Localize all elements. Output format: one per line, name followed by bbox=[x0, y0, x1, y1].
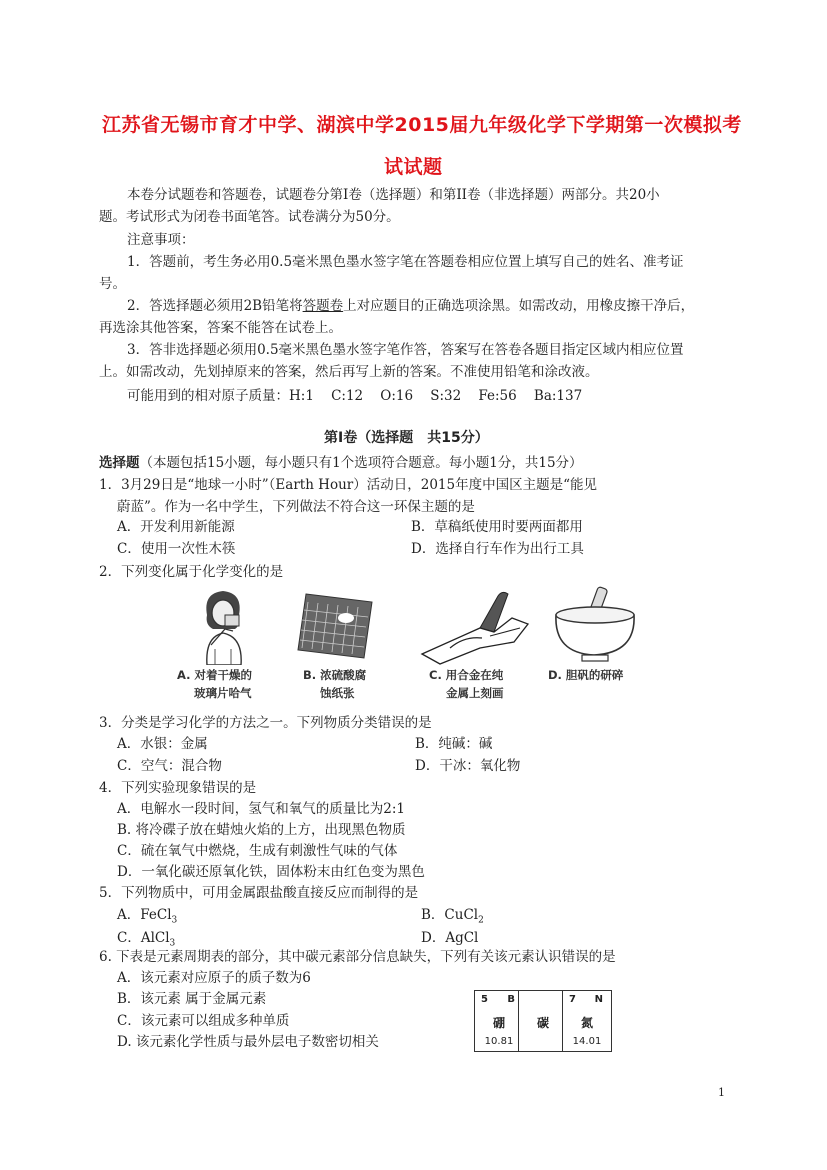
note-1b: 号。 bbox=[99, 276, 126, 292]
section1-heading: 第Ⅰ卷（选择题 共15分） bbox=[324, 430, 489, 446]
element-tile-boron bbox=[474, 990, 524, 1052]
tile-number: 7 bbox=[569, 994, 576, 1005]
q6-option-b: B．该元素 属于金属元素 bbox=[117, 991, 267, 1007]
q4-option-b: B. 将冷碟子放在蜡烛火焰的上方，出现黑色物质 bbox=[117, 822, 406, 838]
note-1a: 1．答题前，考生务必用0.5毫米黑色墨水签字笔在答题卷相应位置上填写自己的姓名、准考证 bbox=[127, 254, 684, 270]
intro-p1b: 题。考试形式为闭卷书面笔答。试卷满分为50分。 bbox=[99, 209, 400, 225]
q3-option-c: C．空气：混合物 bbox=[117, 758, 222, 774]
page-title-line1: 江苏省无锡市育才中学、湖滨中学2015届九年级化学下学期第一次模拟考 bbox=[102, 114, 742, 136]
q4-option-a: A．电解水一段时间，氢气和氧气的质量比为2:1 bbox=[117, 801, 405, 817]
q3-stem: 3．分类是学习化学的方法之一。下列物质分类错误的是 bbox=[99, 715, 432, 731]
q2-caption-c1: C. 用合金在纯 bbox=[429, 668, 504, 682]
q5-option-c-text: C．AlCl bbox=[117, 930, 170, 946]
paper-grid-image bbox=[296, 590, 376, 662]
q6-option-d: D. 该元素化学性质与最外层电子数密切相关 bbox=[117, 1034, 379, 1050]
q2-caption-b1: B. 浓硫酸腐 bbox=[303, 668, 367, 682]
section1-instr-rest: （本题包括15小题，每小题只有1个选项符合题意。每小题1分，共15分） bbox=[139, 455, 583, 471]
q6-stem: 6. 下表是元素周期表的部分，其中碳元素部分信息缺失，下列有关该元素认识错误的是 bbox=[99, 949, 616, 965]
tile-name: 碳 bbox=[536, 1016, 549, 1030]
tile-symbol: B bbox=[507, 994, 515, 1005]
q1-option-b: B．草稿纸使用时要两面都用 bbox=[411, 519, 583, 535]
q2-caption-a2: 玻璃片哈气 bbox=[194, 686, 252, 700]
note-3a: 3．答非选择题必须用0.5毫米黑色墨水签字笔作答，答案写在答卷各题目指定区域内相应位置 bbox=[127, 342, 684, 358]
notes-heading: 注意事项： bbox=[127, 232, 195, 248]
q5-option-c-sub: 3 bbox=[169, 938, 176, 949]
q3-option-a: A．水银：金属 bbox=[117, 736, 208, 752]
q2-caption-b2: 蚀纸张 bbox=[320, 686, 355, 700]
q1-option-c: C．使用一次性木筷 bbox=[117, 541, 236, 557]
atomic-masses: 可能用到的相对原子质量：H:1 C:12 O:16 S:32 Fe:56 Ba:137 bbox=[127, 388, 583, 404]
metal-scratch-image bbox=[420, 588, 530, 668]
q4-stem: 4．下列实验现象错误的是 bbox=[99, 780, 257, 796]
q1-stem1: 1．3月29日是“地球一小时”（Earth Hour）活动日，2015年度中国区主题是“能见 bbox=[99, 477, 597, 493]
tile-name: 氮 bbox=[580, 1016, 593, 1030]
mortar-pestle-image bbox=[550, 585, 640, 665]
q2-caption-d1: D. 胆矾的研碎 bbox=[548, 668, 624, 682]
tile-mass: 10.81 bbox=[484, 1036, 514, 1047]
tile-mass: 14.01 bbox=[572, 1036, 602, 1047]
q5-option-d: D．AgCl bbox=[421, 930, 479, 946]
section1-instructions bbox=[99, 453, 583, 473]
tile-symbol: N bbox=[594, 994, 603, 1005]
section1-instr-bold: 选择题 bbox=[99, 455, 140, 471]
q6-option-a: A．该元素对应原子的质子数为6 bbox=[117, 970, 311, 986]
page-title-line2: 试试题 bbox=[384, 156, 443, 178]
note-2a-underlined: 答题卷 bbox=[302, 298, 344, 314]
q3-option-b: B．纯碱：碱 bbox=[415, 736, 493, 752]
note-2a bbox=[127, 296, 694, 316]
q1-option-a: A．开发利用新能源 bbox=[117, 519, 235, 535]
note-3b: 上。如需改动，先划掉原来的答案，然后再写上新的答案。不准使用铅笔和涂改液。 bbox=[99, 364, 599, 380]
q2-caption-a1: A. 对着干燥的 bbox=[177, 668, 252, 682]
intro-p1a: 本卷分试题卷和答题卷，试题卷分第Ⅰ卷（选择题）和第II卷（非选择题）两部分。共20小 bbox=[127, 187, 660, 203]
tile-name: 硼 bbox=[492, 1016, 505, 1030]
q2-caption-c2: 金属上刻画 bbox=[446, 686, 504, 700]
q5-stem: 5．下列物质中，可用金属跟盐酸直接反应而制得的是 bbox=[99, 885, 419, 901]
q4-option-c: C．硫在氧气中燃烧，生成有刺激性气味的气体 bbox=[117, 843, 398, 859]
q3-option-d: D．干冰：氧化物 bbox=[415, 758, 521, 774]
q5-option-a-sub: 3 bbox=[171, 915, 178, 926]
q4-option-d: D．一氧化碳还原氧化铁，固体粉末由红色变为黑色 bbox=[117, 864, 425, 880]
element-tile-nitrogen bbox=[562, 990, 612, 1052]
q5-option-a bbox=[117, 905, 177, 931]
q5-option-b-text: B．CuCl bbox=[421, 907, 479, 923]
q5-option-b-sub: 2 bbox=[478, 915, 484, 926]
note-2a-post: 上对应题目的正确选项涂黑。如需改动，用橡皮擦干净后， bbox=[343, 298, 695, 314]
q5-option-a-text: A．FeCl bbox=[117, 907, 172, 923]
tile-number: 5 bbox=[481, 994, 488, 1005]
girl-breathing-image bbox=[185, 585, 265, 665]
page-number: 1 bbox=[718, 1086, 725, 1099]
q1-option-d: D．选择自行车作为出行工具 bbox=[411, 541, 584, 557]
note-2a-pre: 2．答选择题必须用2B铅笔将 bbox=[127, 298, 303, 314]
q1-stem2: 蔚蓝”。作为一名中学生，下列做法不符合这一环保主题的是 bbox=[117, 499, 475, 515]
periodic-table-fragment bbox=[474, 985, 634, 1055]
q6-option-c: C．该元素可以组成多种单质 bbox=[117, 1013, 290, 1029]
note-2b: 再选涂其他答案，答案不能答在试卷上。 bbox=[99, 320, 342, 336]
q2-stem: 2．下列变化属于化学变化的是 bbox=[99, 564, 284, 580]
q5-option-b bbox=[421, 905, 484, 931]
element-tile-carbon bbox=[518, 990, 568, 1052]
